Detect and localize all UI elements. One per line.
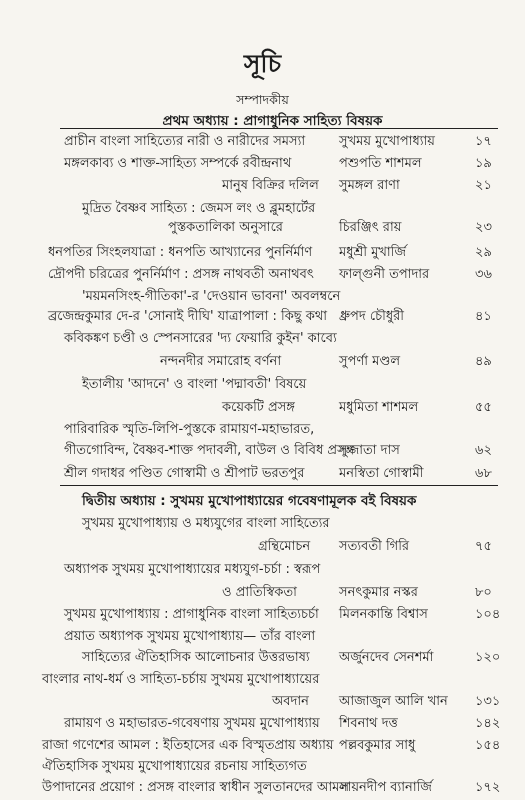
section-2-rule [60,485,498,486]
entry-title: মঙ্গলকাব্য ও শাক্ত-সাহিত্য সম্পর্কে রবীন্দ্রনাথ [64,156,292,171]
toc-entry [0,176,525,196]
toc-entry [0,375,525,395]
entry-title: প্রয়াত অধ্যাপক সুখময় মুখোপাধ্যায়— তাঁর বাংলা [64,629,316,644]
entry-page: ৮০ [475,585,492,600]
toc-entry [0,464,525,484]
entry-page: ৬৮ [475,466,492,481]
entry-author: পল্লবকুমার সাধু [339,738,416,753]
editorial-entry: সম্পাদকীয় [236,92,289,107]
toc-entry [0,307,525,327]
toc-entry [0,154,525,174]
entry-title: বাংলার নাথ-ধর্ম ও সাহিত্য-চর্চায় সুখময় মুখোপাধ্যায়ের [42,672,320,687]
entry-title: কয়েকটি প্রসঙ্গ [222,400,295,415]
entry-author: চিরঞ্জিৎ রায় [339,220,402,235]
entry-title: সুখময় মুখোপাধ্যায় ও মধ্যযুগের বাংলা সাহিত্যের [82,516,330,531]
entry-author: শিবনাথ দত্ত [339,716,398,731]
entry-author: সনৎকুমার নস্কর [339,585,418,600]
toc-entry [0,352,525,372]
entry-title: রামায়ণ ও মহাভারত-গবেষণায় সুখময় মুখোপাধ্যায় [64,716,320,731]
toc-entry [0,398,525,418]
entry-title: অবদান [272,694,309,709]
entry-title: রাজা গণেশের আমল : ইতিহাসের এক বিস্মৃতপ্রায় অধ্যায় [42,738,334,753]
entry-author: মনস্বিতা গোস্বামী [339,466,424,481]
entry-title: ব্রজেন্দ্রকুমার দে-র 'সোনাই দীঘি' যাত্রাপালা : কিছু কথা [48,309,328,324]
entry-title: কবিকঙ্কণ চণ্ডী ও স্পেনসারের 'দ্য ফেয়ারি কুইন' কাব্যে [64,331,337,346]
entry-page: ৬২ [475,443,492,458]
section-1-heading: প্রথম অধ্যায় : প্রাগাধুনিক সাহিত্য বিষয়ক [162,113,383,129]
entry-page: ২৩ [475,220,492,235]
entry-author: মধুশ্রী মুখার্জি [339,245,407,260]
toc-entry [0,714,525,734]
entry-page: ২৯ [475,245,492,260]
toc-entry [0,514,525,534]
toc-entry [0,199,525,219]
entry-author: ধ্রুপদ চৌধুরী [339,309,404,324]
entry-page: ১৭ [475,134,492,149]
entry-author: সুজাতা দাস [339,443,400,458]
entry-author: সুপর্ণা মণ্ডল [339,354,401,369]
toc-entry [0,692,525,712]
toc-entry [0,778,525,798]
toc-entry [0,560,525,580]
entry-title: উপাদানের প্রয়োগ : প্রসঙ্গ বাংলার স্বাধীন সুলতানদের আমল [42,780,350,795]
toc-entry [0,441,525,461]
entry-author: অর্জুনদেব সেনশর্মা [339,650,434,665]
entry-page: ১৫৪ [475,738,501,753]
toc-entry [0,132,525,152]
entry-author: আজাজুল আলি খান [339,694,448,709]
entry-page: ৫৫ [475,400,492,415]
entry-page: ৩৬ [475,267,492,282]
entry-page: ১৩১ [475,694,501,709]
entry-title: ও প্রাতিস্বিকতা [222,585,297,600]
toc-entry [0,287,525,307]
entry-page: ২১ [475,178,492,193]
toc-entry [0,243,525,263]
entry-title: প্রাচীন বাংলা সাহিত্যের নারী ও নারীদের সমস্যা [64,134,306,149]
toc-entry [0,757,525,777]
toc-entry [0,537,525,557]
entry-title: দ্রৌপদী চরিত্রের পুনর্নির্মাণ : প্রসঙ্গ নাথবতী অনাথবৎ [48,267,314,282]
toc-entry [0,329,525,349]
entry-title: পারিবারিক স্মৃতি-লিপি-পুস্তকে রামায়ণ-মহাভারত, [64,422,315,437]
entry-title: ধনপতির সিংহলযাত্রা : ধনপতি আখ্যানের পুনর্নির্মাণ [48,245,313,260]
section-2-heading: দ্বিতীয় অধ্যায় : সুখময় মুখোপাধ্যায়ের গবেষণামূলক বই বিষয়ক [82,493,417,509]
toc-entry [0,627,525,647]
toc-entry [0,648,525,668]
entry-author: সুমঙ্গল রাণা [339,178,400,193]
toc-entry [0,583,525,603]
entry-author: সত্যবতী গিরি [339,539,410,554]
entry-title: 'ময়মনসিংহ-গীতিকা'-র 'দেওয়ান ভাবনা' অবলম্বনে [82,289,341,304]
entry-author: সায়নদীপ ব্যানার্জি [339,780,432,795]
toc-entry [0,670,525,690]
entry-title: অধ্যাপক সুখময় মুখোপাধ্যায়ের মধ্যযুগ-চর্চা : স্বরূপ [64,562,321,577]
entry-page: ১৪২ [475,716,501,731]
toc-entry [0,218,525,238]
entry-title: ঐতিহাসিক সুখময় মুখোপাধ্যায়ের রচনায় সাহিত্যগত [42,759,307,774]
entry-page: ১০৪ [475,607,501,622]
toc-entry [0,420,525,440]
entry-author: মিলনকান্তি বিশ্বাস [339,607,428,622]
entry-author: পশুপতি শাশমল [339,156,422,171]
entry-page: ৪৯ [475,354,492,369]
entry-title: মুদ্রিত বৈষ্ণব সাহিত্য : জেমস লং ও ব্লুমহার্টের [82,201,316,216]
entry-title: শ্রীল গদাধর পণ্ডিত গোস্বামী ও শ্রীপাট ভরতপুর [64,466,305,481]
entry-title: পুস্তকতালিকা অনুসারে [168,220,283,235]
entry-author: ফাল্গুনী তপাদার [339,267,430,282]
toc-entry [0,265,525,285]
entry-title: সুখময় মুখোপাধ্যায় : প্রাগাধুনিক বাংলা সাহিত্যচর্চা [64,607,319,622]
entry-title: গীতগোবিন্দ, বৈষ্ণব-শাক্ত পদাবলী, বাউল ও বিবিধ প্রসঙ্গ [64,443,355,458]
entry-title: সাহিত্যের ঐতিহাসিক আলোচনার উত্তরভাষ্য [82,650,310,665]
entry-page: ৪১ [475,309,492,324]
entry-author: সুখময় মুখোপাধ্যায় [339,134,435,149]
entry-author: মধুমিতা শাশমল [339,400,419,415]
entry-page: ৭৫ [475,539,492,554]
entry-page: ১৭২ [475,780,501,795]
entry-title: ইতালীয় 'আদনে' ও বাংলা 'পদ্মাবতী' বিষয়ে [82,377,307,392]
toc-entry [0,605,525,625]
entry-title: গ্রন্থিমোচন [258,539,311,554]
section-1-rule [60,128,498,129]
entry-page: ১২০ [475,650,501,665]
entry-page: ১৯ [475,156,492,171]
entry-title: মানুষ বিক্রির দলিল [222,178,319,193]
page-title: সূচি [243,49,282,78]
entry-title: নন্দনদীর সমারোহ বর্ণনা [160,354,282,369]
toc-entry [0,736,525,756]
